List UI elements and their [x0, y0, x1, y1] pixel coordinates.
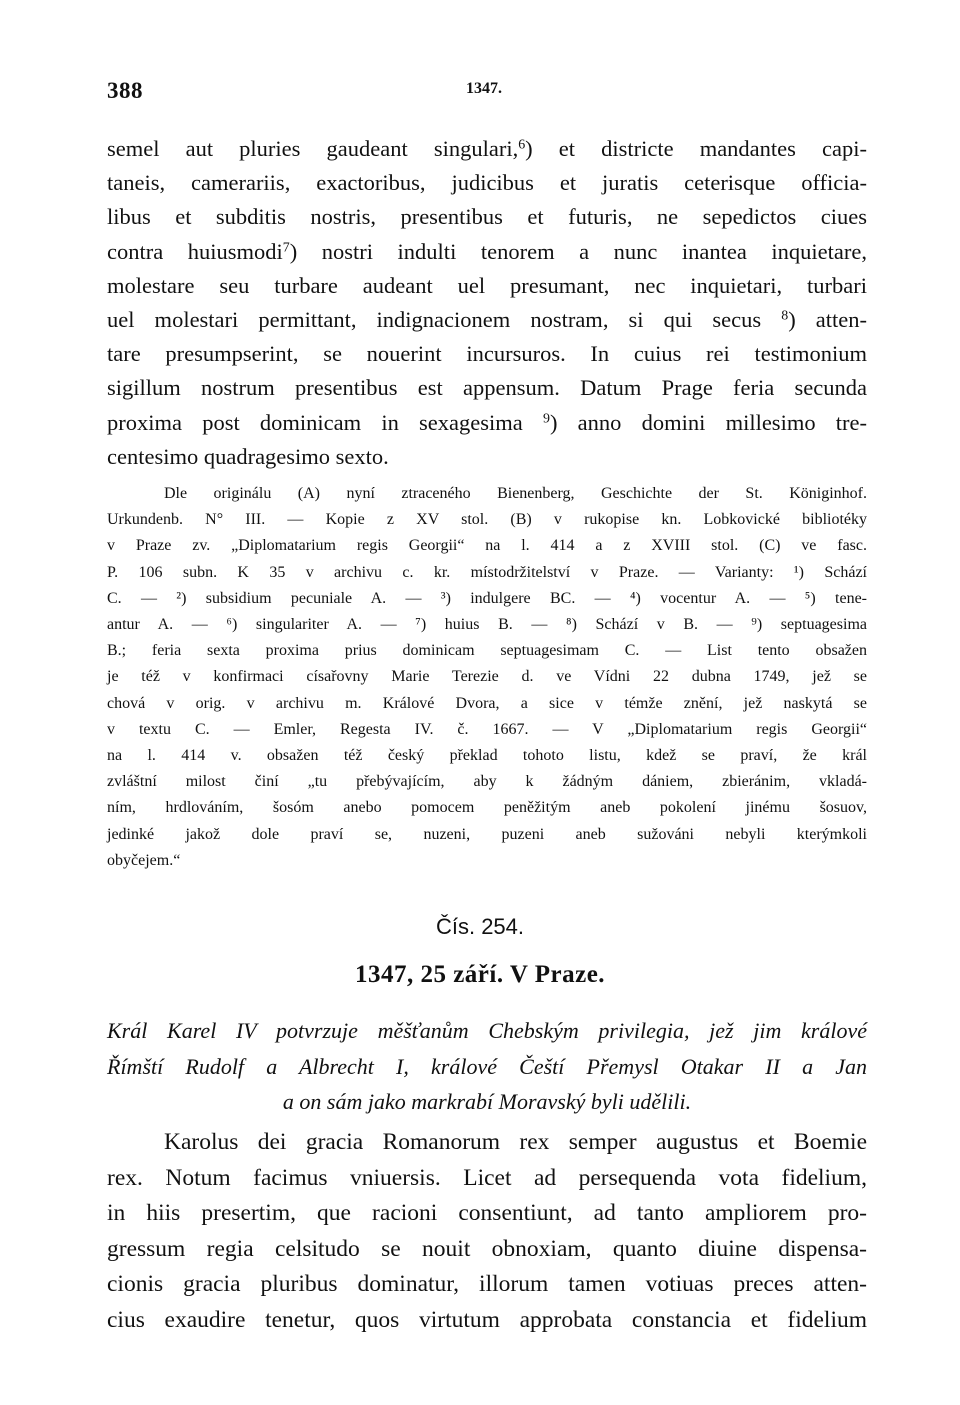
charter-line: rex. Notum facimus vniuersis. Licet ad persequenda vota fidelium,: [107, 1164, 867, 1191]
regest-line: Král Karel IV potvrzuje měšťanům Chebským privilegia, jež jim králové: [107, 1018, 867, 1043]
note-line: je též v konfirmaci císařovny Marie Terezie d. ve Vídni 22 dubna 1749, jež se: [107, 668, 867, 686]
charter-line: in hiis presertim, que racioni consentiunt, ad tanto ampliorem pro-: [107, 1200, 867, 1226]
main-text-line: sigillum nostrum presentibus est appensum. Datum Prage feria secunda: [107, 375, 867, 401]
regest-line: a on sám jako markrabí Moravský byli udělili.: [282, 1089, 692, 1114]
note-line: chová v orig. v archivu m. Králové Dvora, a sice v témže znění, jež naskytá se: [107, 694, 867, 712]
note-line: v textu C. — Emler, Regesta IV. č. 1667. — V „Diplomatarium regis Georgii“: [107, 720, 867, 738]
main-text-block: [107, 132, 867, 474]
note-line: Urkundenb. N° III. — Kopie z XV stol. (B) v rukopise kn. Lobkovické bibliotéky: [107, 511, 867, 529]
main-text-line: centesimo quadragesimo sexto.: [107, 443, 389, 469]
main-text-line: uel molestari permittant, indignacionem nostram, si qui secus $^8$) atten-: [107, 307, 867, 333]
note-line: na l. 414 v. obsažen též český překlad tohoto listu, kdež se praví, že král: [107, 747, 867, 765]
note-line: B.; feria sexta proxima prius dominicam septuagesimam C. — List tento obsažen: [107, 642, 867, 660]
document-date-place: 1347, 25 září. V Praze.: [354, 961, 606, 988]
footnote-ref: 6: [518, 137, 526, 153]
charter-line: Karolus dei gracia Romanorum rex semper augustus et Boemie: [164, 1129, 867, 1155]
main-text-line: molestare seu turbare audeant uel presumant, nec inquietari, turbari: [107, 272, 867, 298]
main-text-line: tare presumpserint, se nouerint incursuros. In cuius rei testimonium: [107, 341, 867, 367]
note-line: jedinké jakož dole praví se, nuzeni, puzeni aneb sužováni nebyli kterýmkoli: [107, 825, 867, 843]
critical-notes: [107, 481, 867, 874]
footnote-ref: 9: [542, 410, 550, 426]
main-text-line: taneis, camerariis, exactoribus, judicibus et juratis ceterisque officia-: [107, 170, 867, 196]
main-text-line: proxima post dominicam in sexagesima $^9$) anno domini millesimo tre-: [107, 409, 867, 435]
main-text-line: semel aut pluries gaudeant singulari,$^6$) et districte mandantes capi-: [107, 136, 867, 161]
charter-line: cionis gracia pluribus dominatur, illorum tamen votiuas preces atten-: [107, 1271, 867, 1297]
note-line: C. — ²) subsidium pecuniale A. — ³) indulgere BC. — ⁴) vocentur A. — ⁵) tene-: [107, 589, 867, 607]
regest-line: Římští Rudolf a Albrecht I, králové Čeští Přemysl Otakar II a Jan: [107, 1053, 867, 1079]
footnote-ref: 7: [282, 239, 290, 255]
footnote-ref: 8: [781, 308, 789, 324]
charter-line: cius exaudire tenetur, quos virtutum approbata constancia et fidelium: [107, 1306, 867, 1333]
note-line: antur A. — ⁶) singulariter A. — ⁷) huius B. — ⁸) Schází v B. — ⁹) septuagesima: [107, 616, 867, 634]
note-line: ním, hrdlováním, šosóm anebo pomocem peněžitým aneb pokolení jinému šosuov,: [107, 799, 867, 817]
note-line: Dle originálu (A) nyní ztraceného Bienenberg, Geschichte der St. Königinhof.: [164, 485, 867, 502]
page-number: 388: [107, 78, 143, 103]
note-line: P. 106 subn. K 35 v archivu c. kr. místodržitelství v Praze. — Varianty: ¹) Schází: [107, 563, 867, 581]
charter-text: [107, 1125, 867, 1338]
note-line: zvláštní milost činí „tu přebývajícím, aby k žádným dániem, zbieránim, vkladá-: [107, 773, 867, 791]
main-text-line: contra huiusmodi$^7$) nostri indulti tenorem a nunc inantea inquietare,: [107, 238, 867, 264]
main-text-line: libus et subditis nostris, presentibus et futuris, ne sepedictos ciues: [107, 204, 867, 230]
document-number: Čís. 254.: [435, 914, 525, 939]
regest-summary: [107, 1013, 867, 1120]
running-head: 1347.: [466, 80, 502, 97]
note-line: obyčejem.“: [107, 851, 181, 869]
charter-line: gressum regia celsitudo se nouit obnoxiam, quanto diuine dispensa-: [107, 1235, 867, 1262]
note-line: v Praze zv. „Diplomatarium regis Georgii“ na l. 414 a z XVIII stol. (C) ve fasc.: [107, 537, 867, 555]
